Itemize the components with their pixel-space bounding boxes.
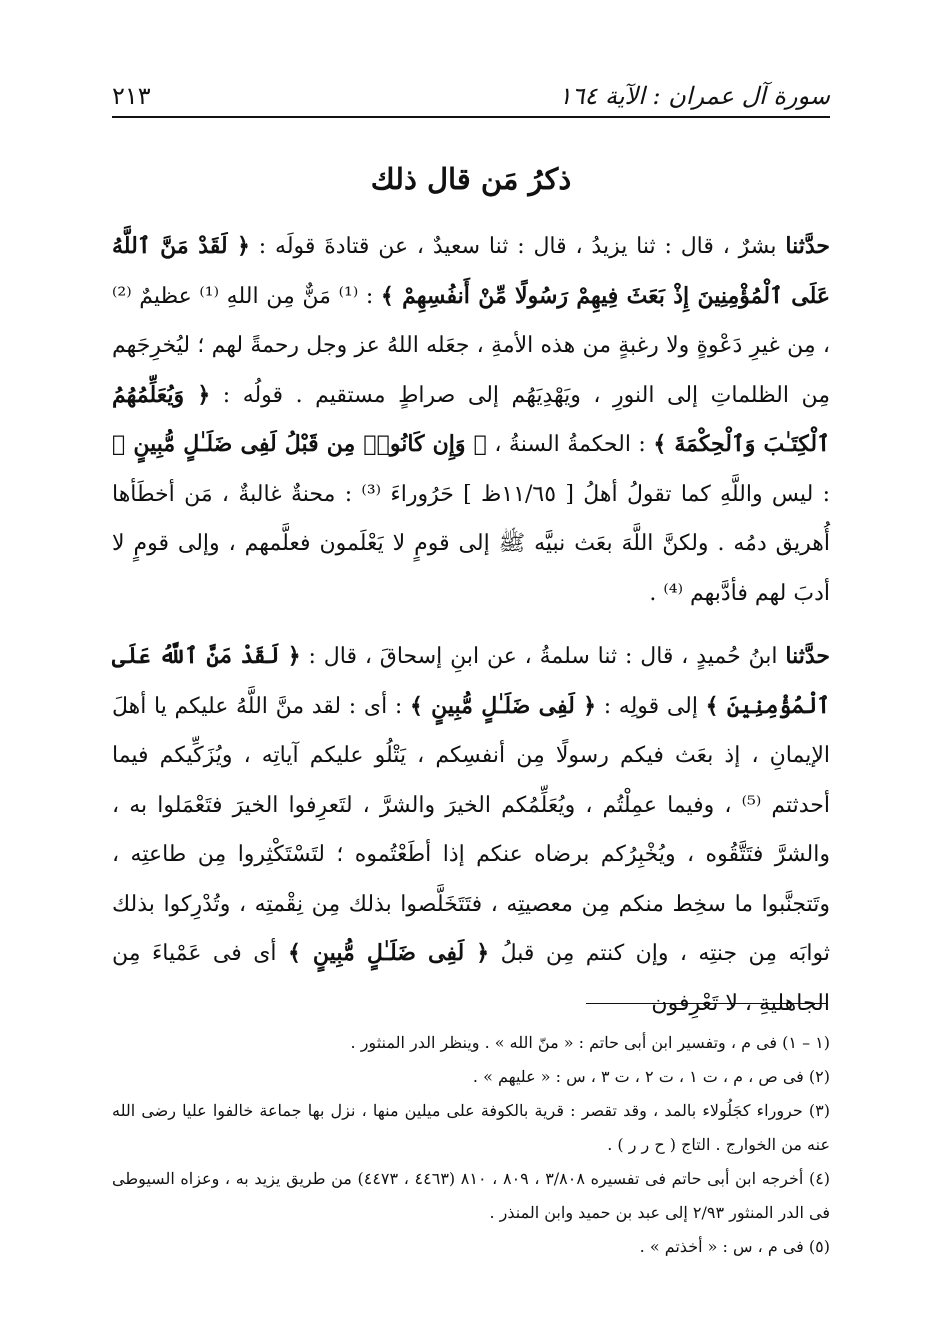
paragraph-text: إلى قولِه :: [596, 693, 706, 719]
paragraph-text: : ليس واللَّهِ كما تقولُ أهلُ [ ١١/٦٥ظ ] حَرُوراءَ ⁽³⁾ : محنةٌ غالبةٌ ، مَن أخطَأها أُهريق دمُه . ولكنَّ اللَّهَ بعَث نبيَّه ﷺ إلى قومٍ لا يَعْلَمون فعلَّمهم ، وإلى قومٍ لا أدبَ لهم فأدَّبهم ⁽⁴⁾ .: [112, 481, 830, 606]
paragraph-text: : أى : لقد منَّ اللَّهُ عليكم يا أهلَ الإيمانِ ، إذ بعَث فيكم رسولًا مِن أنفسِكم ، يَتْلُو عليكم آياتِه ، ويُزَكِّيكم فيما أحدثتم ⁽⁵⁾ ، وفيما عمِلْتُم ، ويُعَلِّمُكم الخيرَ والشرَّ ، لتَعرِفوا الخيرَ فتَعْمَلوا به ، والشرَّ فتَتَّقُوه ، ويُخْبِرُكم برضاه عنكم إذا أطَعْتُموه ؛ لتَسْتَكْثِروا مِن طاعتِه ، وتَتجنَّبوا ما سخِط منكم مِن معصيتِه ، فتَتَخَلَّصوا بذلك مِن نِقْمتِه ، وتُدْرِكوا بذلك ثوابَه مِن جنتِه ، وإن كنتم مِن قبلُ: [112, 693, 831, 966]
paragraph-text: : ⁽¹⁾ مَنٌّ مِن اللهِ ⁽¹⁾ عظيمٌ ⁽²⁾ ، مِن غيرِ دَعْوةٍ ولا رغبةٍ من هذه الأمةِ ، جعَله اللهُ عز وجل رحمةً لهم ؛ ليُخرِجَهم مِن الظلماتِ إلى النورِ ، ويَهْدِيَهُم إلى صراطٍ مستقيم . قولُه :: [112, 283, 831, 408]
quran-quote: ﴿ لَقَدْ مَنَّ ٱللَّهُ عَلَى ٱلْمُؤْمِنِينَ إِذْ بَعَثَ فِيهِمْ رَسُولًا مِّنْ أَنفُسِهِمْ ﴾: [112, 233, 830, 309]
narration-lead: حدَّثنا: [785, 643, 830, 669]
footnote-divider: [586, 1003, 826, 1004]
footnote-4: (٤) أخرجه ابن أبى حاتم فى تفسيره ٣/٨٠٨ ، ٨٠٩ ، ٨١٠ (٤٤٦٣ ، ٤٤٧٣) من طريق يزيد به ، وعزاه السيوطى فى الدر المنثور ٢/٩٣ إلى عبد بن حميد وابن المنذر .: [112, 1169, 831, 1222]
footnote-2: (٢) فى ص ، م ، ت ١ ، ت ٢ ، ت ٣ ، س : « عليهم » .: [472, 1067, 830, 1086]
footnote-3: (٣) حروراء كجَلُولاء بالمد ، وقد تقصر : قرية بالكوفة على ميلين منها ، نزل بها جماعة خالفوا عليا رضى الله عنه من الخوارج . التاج ( ح ر ر ) .: [112, 1101, 830, 1154]
main-text: [112, 222, 830, 1028]
paragraph-text: بشرٌ ، قال : ثنا يزيدُ ، قال : ثنا سعيدٌ ، عن قتادةَ قولَه :: [249, 234, 786, 259]
header-divider: [112, 116, 830, 118]
running-title: سورة آل عمران : الآية ١٦٤: [558, 82, 830, 110]
paragraph-text: : الحكمةُ السنةُ ،: [486, 432, 654, 457]
footnote-5: (٥) فى م ، س : « أخذتم » .: [639, 1237, 830, 1256]
quran-quote: ﴿ لَفِى ضَلَـٰلٍ مُّبِينٍ ﴾: [409, 692, 597, 719]
quran-quote: ﴿ لَقَدْ مَنَّ ٱللَّهُ عَلَى ٱلْمُؤْمِنِينَ ﴾: [112, 643, 830, 719]
section-title: ذكرُ مَن قال ذلك: [370, 162, 572, 196]
quran-quote: ﴿ لَفِى ضَلَـٰلٍ مُّبِينٍ ﴾: [287, 940, 490, 966]
footnotes: [112, 1026, 830, 1264]
footnote-1: (١ – ١) فى م ، وتفسير ابن أبى حاتم : « منّ الله » . وينظر الدر المنثور .: [350, 1033, 830, 1052]
page-header: [112, 60, 830, 110]
paragraph-2: [112, 632, 830, 1028]
narration-lead: حدَّثنا: [785, 233, 830, 259]
paragraph-text: أى فى عَمْياءَ مِن الجاهليةِ ، لا تَعْرِفون: [112, 941, 830, 1016]
page-number: ٢١٣: [112, 82, 151, 110]
quran-quote: ﴿ وَيُعَلِّمُهُمُ ٱلْكِتَـٰبَ وَٱلْحِكْمَةَ ﴾: [112, 381, 830, 457]
paragraph-text: ابنُ حُميدٍ ، قال : ثنا سلمةُ ، عن ابنِ إسحاقَ ، قال :: [300, 644, 786, 669]
quran-quote: ﴿ وَإِن كَانُوا۟ مِن قَبْلُ لَفِى ضَلَـٰلٍ مُّبِينٍ ﴾: [112, 431, 487, 457]
paragraph-1: [112, 222, 830, 618]
